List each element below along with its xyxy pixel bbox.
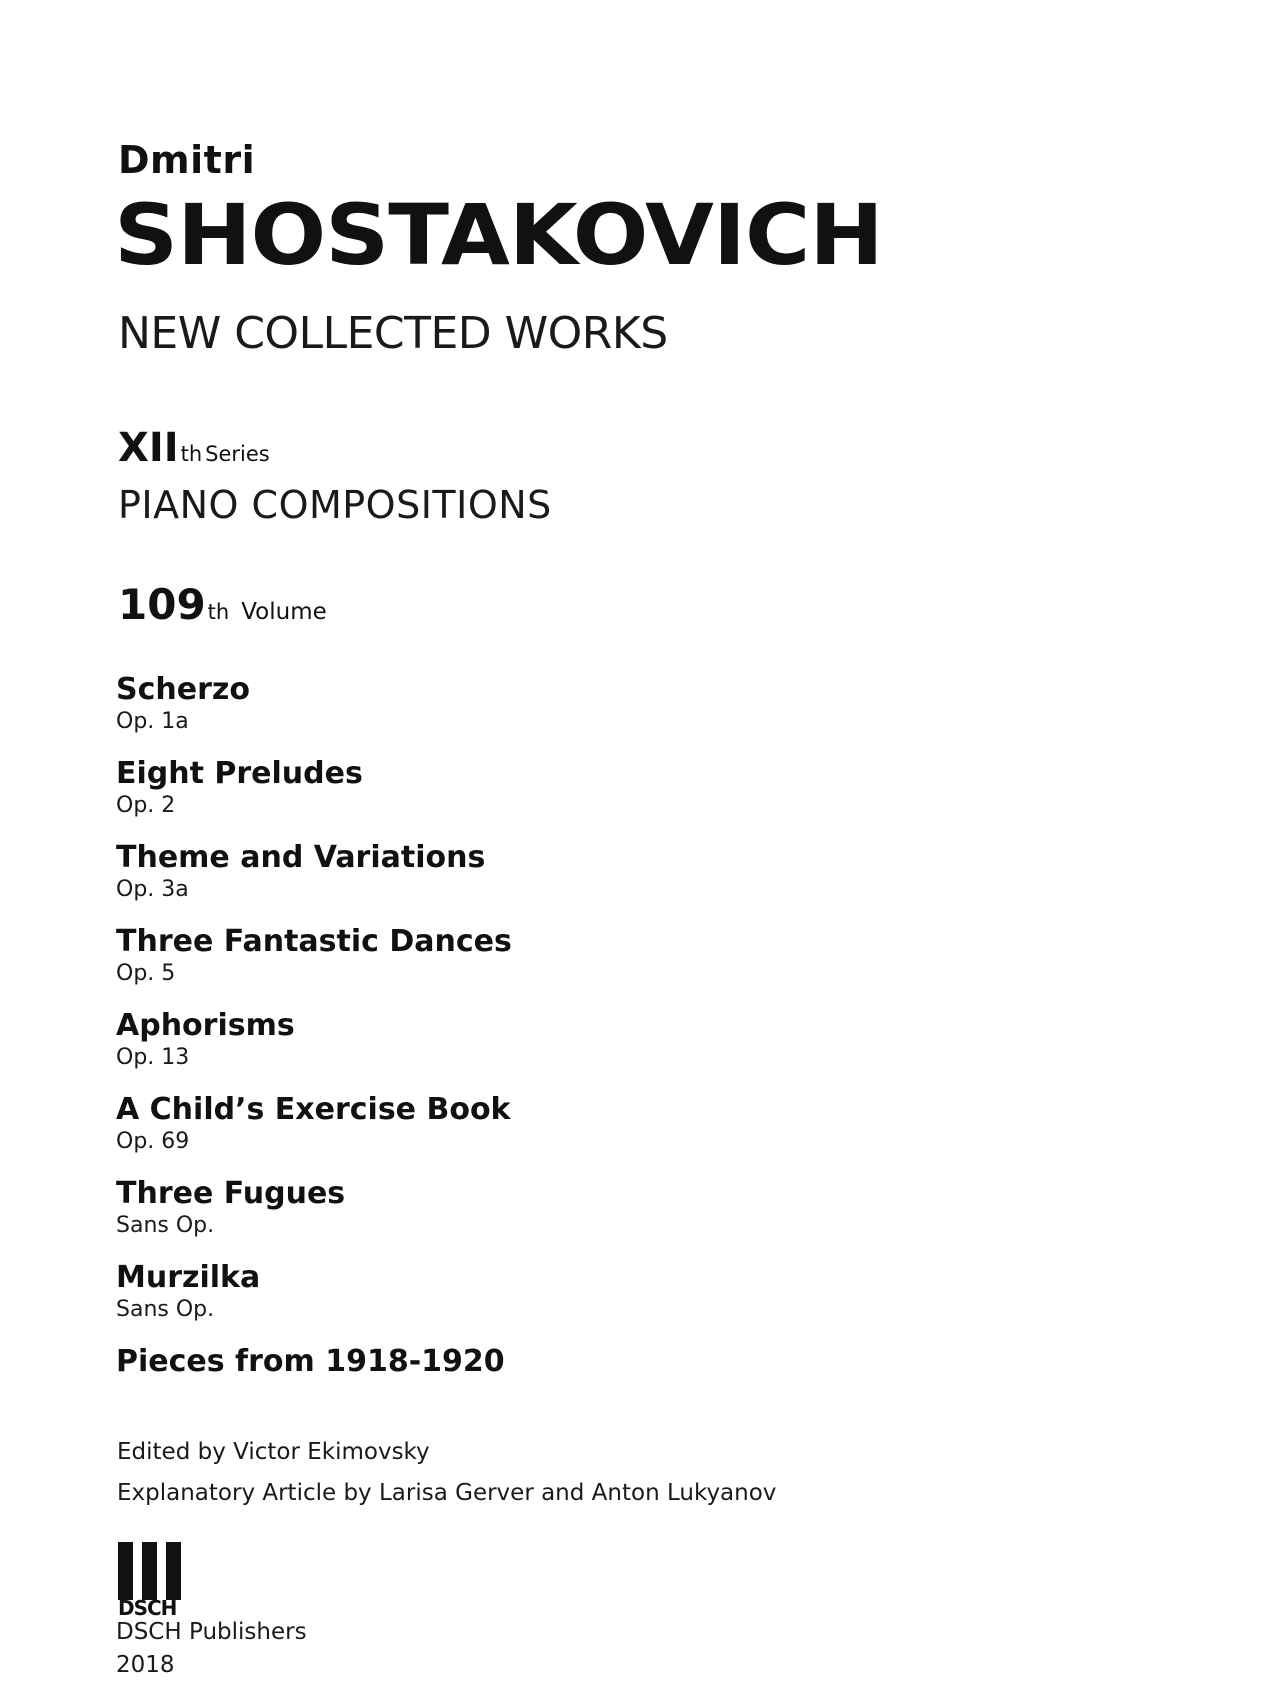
volume-heading (118, 580, 327, 629)
work-item (116, 1092, 916, 1154)
work-item (116, 1008, 916, 1070)
work-opus: Op. 5 (116, 961, 176, 986)
logo-bar (142, 1542, 157, 1600)
work-title: Pieces from 1918-1920 (116, 1344, 505, 1379)
dsch-logo-icon (118, 1542, 182, 1620)
volume-word: Volume (241, 599, 327, 625)
series-heading (118, 425, 270, 471)
work-opus: Op. 3a (116, 877, 189, 902)
work-title: A Child’s Exercise Book (116, 1092, 511, 1127)
work-title: Murzilka (116, 1260, 261, 1295)
work-opus: Op. 69 (116, 1129, 190, 1154)
composer-first-name: Dmitri (118, 138, 256, 182)
work-opus: Op. 1a (116, 709, 189, 734)
work-title: Theme and Variations (116, 840, 486, 875)
composer-last-name: SHOSTAKOVICH (114, 186, 883, 284)
series-word: Series (205, 442, 270, 466)
work-item (116, 672, 916, 734)
work-item (116, 1260, 916, 1322)
credits (117, 1432, 776, 1514)
work-item (116, 756, 916, 818)
work-title: Eight Preludes (116, 756, 363, 791)
collection-title: NEW COLLECTED WORKS (118, 308, 668, 359)
work-title: Scherzo (116, 672, 250, 707)
publication-year: 2018 (116, 1652, 175, 1678)
work-opus: Sans Op. (116, 1297, 215, 1322)
work-title: Aphorisms (116, 1008, 295, 1043)
series-title: PIANO COMPOSITIONS (118, 483, 552, 527)
works-list (116, 672, 916, 1380)
editor-credit: Edited by Victor Ekimovsky (117, 1439, 430, 1465)
work-title: Three Fugues (116, 1176, 346, 1211)
publisher-name: DSCH Publishers (116, 1619, 307, 1645)
volume-number: 109 (118, 580, 206, 629)
work-item (116, 1344, 916, 1380)
series-number: XII (118, 425, 179, 471)
work-opus: Op. 13 (116, 1045, 190, 1070)
volume-ordinal-suffix: th (207, 600, 230, 624)
series-ordinal-suffix: th (180, 442, 203, 466)
work-item (116, 840, 916, 902)
work-item (116, 924, 916, 986)
work-opus: Sans Op. (116, 1213, 215, 1238)
article-credit: Explanatory Article by Larisa Gerver and Anton Lukyanov (117, 1480, 777, 1506)
work-item (116, 1176, 916, 1238)
logo-bar (118, 1542, 133, 1600)
logo-text: DSCH (118, 1596, 177, 1620)
work-title: Three Fantastic Dances (116, 924, 512, 959)
work-opus: Op. 2 (116, 793, 176, 818)
logo-bar (166, 1542, 181, 1600)
